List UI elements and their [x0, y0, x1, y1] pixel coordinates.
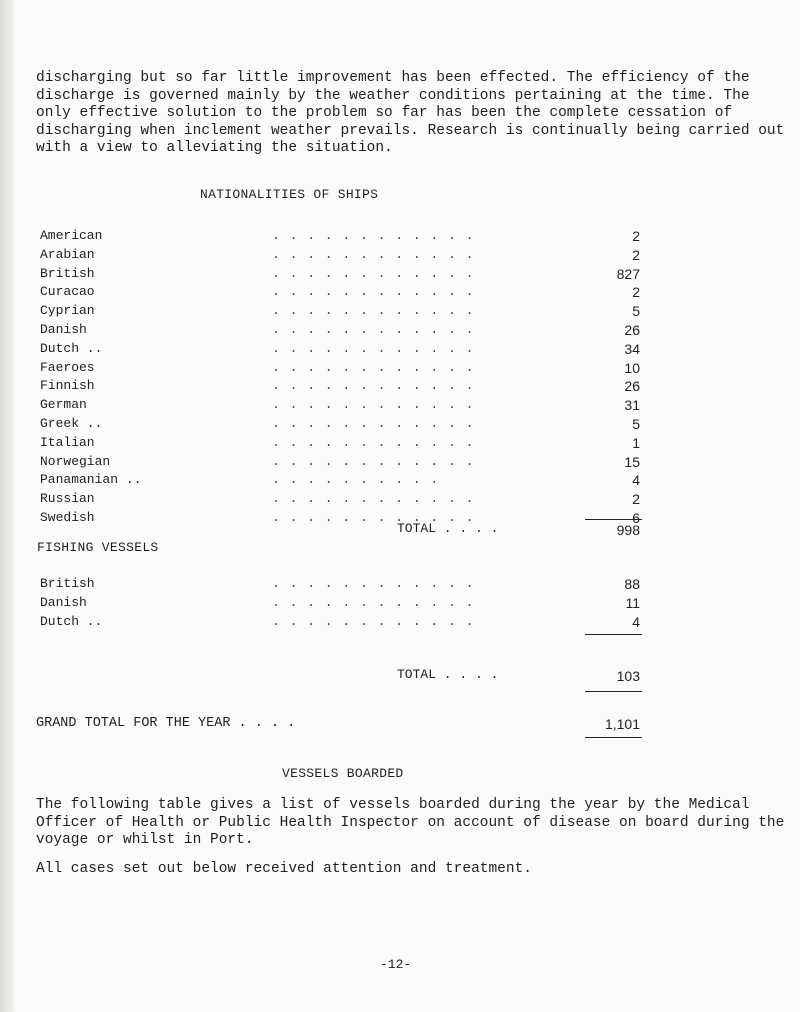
nationalities-total-rule [585, 519, 642, 520]
page-scan-edge [0, 0, 14, 1012]
vessels-boarded-heading: VESSELS BOARDED [282, 766, 404, 781]
nationality-row [40, 322, 640, 340]
attention-note: All cases set out below received attention and treatment. [36, 861, 532, 877]
nationality-row [40, 266, 640, 284]
fishing-vessel-leader-dots: . . . . . . . . . . . . [272, 576, 475, 591]
nationality-row [40, 228, 640, 246]
fishing-total-rule-top [585, 634, 642, 635]
fishing-vessels-heading: FISHING VESSELS [37, 540, 159, 555]
nationality-name: British [40, 265, 95, 281]
nationality-count: 2 [632, 246, 640, 263]
nationalities-heading: NATIONALITIES OF SHIPS [200, 187, 379, 202]
vessels-boarded-paragraph: The following table gives a list of vessels boarded during the year by the Medical Officer of Health or Public Health Inspector on account of disease on board during the voyage or whilst in Port. [36, 797, 785, 848]
nationality-count: 26 [624, 322, 640, 338]
nationality-count: 4 [632, 472, 640, 489]
nationality-count: 6 [632, 510, 640, 526]
fishing-total-label: TOTAL . . . . [397, 667, 499, 682]
nationality-count: 827 [616, 265, 640, 282]
fishing-vessel-count: 88 [624, 576, 640, 592]
nationality-leader-dots: . . . . . . . . . . . . [272, 340, 475, 356]
nationality-count: 1 [632, 434, 640, 451]
nationality-name: Faeroes [40, 359, 95, 375]
nationality-name: Italian [40, 434, 95, 450]
nationality-name: Danish [40, 322, 87, 337]
nationality-name: Greek .. [40, 416, 103, 431]
nationality-row [40, 247, 640, 265]
nationality-leader-dots: . . . . . . . . . . . . [272, 359, 475, 375]
fishing-vessel-row [40, 614, 640, 632]
fishing-vessel-name: Danish [40, 594, 87, 610]
nationality-count: 10 [624, 359, 640, 376]
nationality-count: 26 [624, 378, 640, 395]
fishing-vessel-leader-dots: . . . . . . . . . . . . [272, 613, 475, 629]
nationality-count: 31 [624, 397, 640, 414]
nationality-leader-dots: . . . . . . . . . . . . [272, 510, 475, 525]
nationality-count: 34 [624, 340, 640, 357]
nationalities-total-value: 998 [616, 522, 640, 538]
intro-paragraph: discharging but so far little improvement has been effected. The efficiency of the discharge is governed mainly by the weather conditions pertaining at the time. The only effective solution to the problem so far has been the complete cessation of discharging when inclement weather prevails. Research is continually being carried out with a view to alleviating the situation. [36, 70, 785, 156]
fishing-vessel-count: 11 [625, 594, 640, 611]
nationality-name: Cyprian [40, 303, 95, 319]
nationality-count: 5 [632, 416, 640, 432]
nationality-name: Russian [40, 491, 95, 507]
fishing-vessel-name: British [40, 576, 95, 591]
nationality-row [40, 378, 640, 396]
grand-total-value: 1,101 [604, 716, 640, 732]
nationality-name: Panamanian .. [40, 472, 142, 488]
nationalities-total-label: TOTAL . . . . [397, 521, 499, 536]
nationality-leader-dots: . . . . . . . . . . . . [272, 228, 475, 243]
nationality-row [40, 360, 640, 378]
nationality-leader-dots: . . . . . . . . . . . . [272, 434, 475, 450]
nationality-leader-dots: . . . . . . . . . . . . [272, 246, 475, 262]
nationality-count: 2 [632, 228, 640, 244]
fishing-vessel-row [40, 576, 640, 594]
nationality-leader-dots: . . . . . . . . . . . . [272, 303, 475, 319]
page-number: -12- [380, 957, 412, 972]
nationality-name: Norwegian [40, 453, 111, 469]
fishing-total-rule-bottom [585, 691, 642, 692]
nationality-count: 2 [632, 491, 640, 508]
nationality-row [40, 303, 640, 321]
nationality-leader-dots: . . . . . . . . . . . . [272, 453, 475, 469]
nationality-row [40, 491, 640, 509]
nationality-name: Swedish [40, 510, 95, 525]
fishing-vessel-leader-dots: . . . . . . . . . . . . [272, 594, 475, 610]
nationality-count: 15 [624, 453, 640, 470]
nationality-row [40, 341, 640, 359]
nationality-count: 2 [632, 284, 640, 301]
nationality-count: 5 [632, 303, 640, 320]
nationality-name: Finnish [40, 378, 95, 394]
nationality-name: American [40, 228, 103, 243]
fishing-vessel-count: 4 [632, 613, 640, 630]
grand-total-rule [585, 737, 642, 738]
nationality-name: German [40, 397, 87, 413]
grand-total-label: GRAND TOTAL FOR THE YEAR . . . . [36, 716, 296, 731]
nationality-row [40, 472, 640, 490]
nationality-leader-dots: . . . . . . . . . . . . [272, 322, 475, 337]
nationality-leader-dots: . . . . . . . . . . [272, 472, 440, 488]
nationality-row [40, 284, 640, 302]
nationality-leader-dots: . . . . . . . . . . . . [272, 397, 475, 413]
nationality-leader-dots: . . . . . . . . . . . . [272, 378, 475, 394]
nationality-name: Arabian [40, 246, 95, 262]
nationality-leader-dots: . . . . . . . . . . . . [272, 491, 475, 507]
nationality-row [40, 397, 640, 415]
nationality-row [40, 416, 640, 434]
fishing-vessel-name: Dutch .. [40, 613, 103, 629]
fishing-vessel-row [40, 595, 640, 613]
nationality-leader-dots: . . . . . . . . . . . . [272, 284, 475, 300]
nationality-name: Curacao [40, 284, 95, 300]
nationality-row [40, 435, 640, 453]
nationality-name: Dutch .. [40, 340, 103, 356]
fishing-total-value: 103 [616, 668, 640, 684]
nationality-row [40, 454, 640, 472]
nationality-leader-dots: . . . . . . . . . . . . [272, 265, 475, 281]
nationality-row [40, 510, 640, 528]
nationality-leader-dots: . . . . . . . . . . . . [272, 416, 475, 431]
